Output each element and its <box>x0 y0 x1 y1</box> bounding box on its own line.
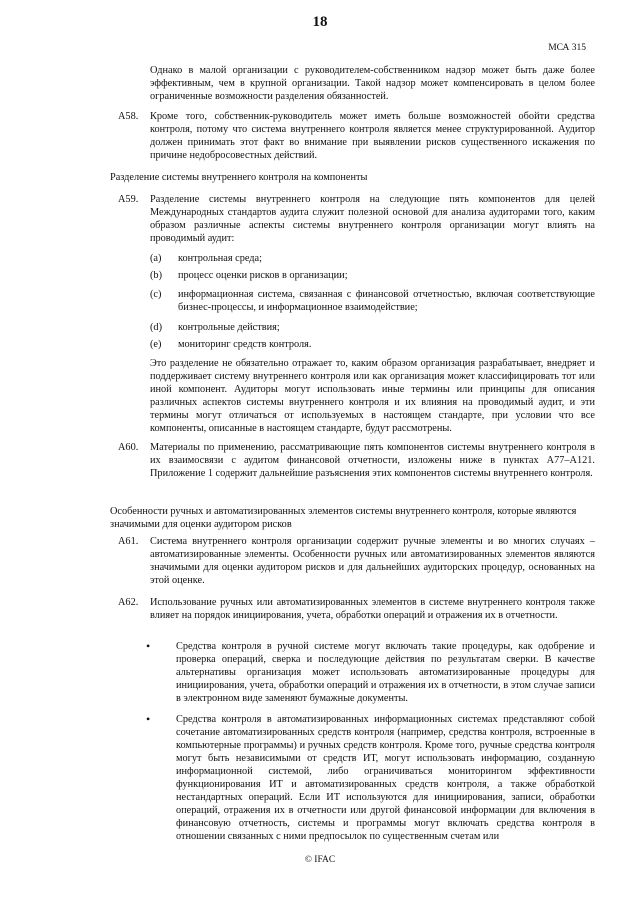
list-item-label: (a) <box>150 253 162 264</box>
paragraph-number-a61: A61. <box>118 536 139 547</box>
paragraph-a60: Материалы по применению, рассматривающие пять компонентов системы внутреннего контроля в их взаимосвязи с аудитом финансовой отчетности, изложены ниже в пунктах А77–А121. Приложение 1 содержит дальнейшие разъяснения этих компонентов системы внутреннего контроля. <box>150 442 595 479</box>
bullet-item-text: Средства контроля в ручной системе могут включать такие процедуры, как одобрение и проверка операций, сверка и последующие действия по результатам сверки. В качестве альтернативы организация может использовать автоматизированные процедуры для инициирования, учета, обработки операций и отражения их в отчетности, в этом случае записи в электронном виде заменяют бумажные документы. <box>176 641 595 704</box>
bullet-item-text: Средства контроля в автоматизированных информационных системах представляют собой сочетание автоматизированных средств контроля (например, средства контроля, встроенные в компьютерные программы) и ручных средств контроля. Кроме того, ручные средства контроля могут быть независимыми от средств ИТ, могут использовать информацию, созданную информационной системой, либо ограничиваться мониторингом эффективности функционирования ИТ и автоматизированных средств контроля, а также обработкой нестандартных операций. Если ИТ используются для инициирования, записи, обработки операций, отражения их в отчетности или другой финансовой информации для включения в финансовую отчетность, системы и программы могут включать средства контроля в отношении связанных с ними предпосылок по существенным счетам или <box>176 714 595 842</box>
paragraph-a59: Разделение системы внутреннего контроля на следующие пять компонентов для целей Международных стандартов аудита служит полезной основой для анализа аудиторами того, каким образом различные аспекты системы внутреннего контроля организации могут влиять на проводимый аудит: <box>150 194 595 244</box>
list-item-label: (d) <box>150 322 163 333</box>
list-item-text: информационная система, связанная с финансовой отчетностью, включая соответствующие бизнес-процессы, и информационное взаимодействие; <box>178 289 595 313</box>
bullet-marker: • <box>146 639 151 653</box>
section-heading-components: Разделение системы внутреннего контроля на компоненты <box>110 172 368 183</box>
paragraph-number-a60: A60. <box>118 442 139 453</box>
intro-paragraph: Однако в малой организации с руководителем-собственником надзор может быть даже более эффективным, чем в крупной организации. Такой надзор может компенсировать в целом более ограниченные возможности разделения обязанностей. <box>150 65 595 102</box>
list-item-label: (e) <box>150 339 162 350</box>
document-code: МСА 315 <box>548 43 586 53</box>
section-heading-manual-automated: Особенности ручных и автоматизированных элементов системы внутреннего контроля, которые являются значимыми для оценки аудитором рисков <box>110 506 577 530</box>
list-item-label: (b) <box>150 270 163 281</box>
list-item-text: контрольные действия; <box>178 322 280 333</box>
list-item-label: (c) <box>150 289 162 300</box>
paragraph-a61: Система внутреннего контроля организации содержит ручные элементы и во многих случаях – автоматизированные элементы. Особенности ручных или автоматизированных элементов являются значимыми для оценки аудитором рисков и для дальнейших аудиторских процедур, основанных на этой оценке. <box>150 536 595 586</box>
page-number: 18 <box>312 14 328 30</box>
list-item-text: процесс оценки рисков в организации; <box>178 270 348 281</box>
bullet-marker: • <box>146 712 151 726</box>
list-item-text: контрольная среда; <box>178 253 262 264</box>
paragraph-number-a58: A58. <box>118 111 139 122</box>
list-item-text: мониторинг средств контроля. <box>178 339 312 350</box>
paragraph-a59-closing: Это разделение не обязательно отражает то, каким образом организация разрабатывает, внедряет и поддерживает систему внутреннего контроля или как организация может классифицировать тот или иной компонент. Аудиторы могут использовать иные термины или принципы для описания различных аспектов системы внутреннего контроля и их влияния на проводимый аудит, и эти термины могут отличаться от используемых в настоящем стандарте, при условии что все компоненты, описанные в настоящем стандарте, будут рассмотрены. <box>150 358 595 434</box>
paragraph-a58: Кроме того, собственник-руководитель может иметь больше возможностей обойти средства контроля, потому что система внутреннего контроля является менее структурированной. Аудитор должен принимать этот факт во внимание при выявлении рисков существенного искажения по причине недобросовестных действий. <box>150 111 595 161</box>
footer-copyright: © IFAC <box>304 855 336 865</box>
paragraph-a62: Использование ручных или автоматизированных элементов в системе внутреннего контроля также влияет на порядок инициирования, учета, обработки операций и отражения их в отчетности. <box>150 597 595 621</box>
paragraph-number-a62: A62. <box>118 597 139 608</box>
paragraph-number-a59: A59. <box>118 194 139 205</box>
